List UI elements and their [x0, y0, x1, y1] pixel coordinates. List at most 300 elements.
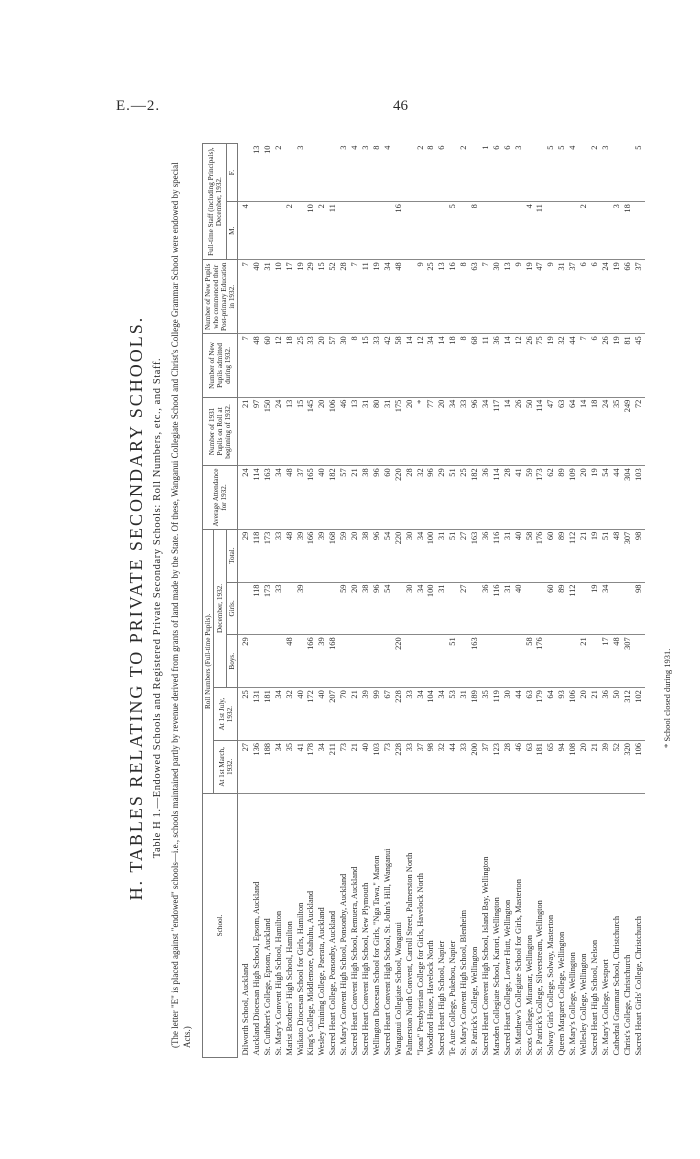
cell-avg: 48	[285, 466, 296, 529]
cell-newp: 20	[317, 334, 328, 397]
cell-total: 38	[361, 529, 372, 582]
school-name: St. Mary's Convent High School, Hamilton	[273, 910, 283, 1056]
cell-total: 118	[252, 529, 263, 582]
cell-march: 20	[579, 741, 590, 794]
rotated-table-region	[122, 138, 672, 1078]
cell-newp: 12	[416, 334, 427, 397]
cell-march: 32	[437, 741, 448, 794]
cell-newp: 7	[238, 334, 252, 397]
cell-girls: 34	[601, 582, 612, 635]
cell-march: 136	[252, 741, 263, 794]
cell-m	[557, 202, 568, 260]
cell-m: 3	[612, 202, 623, 260]
table-row	[601, 144, 612, 1058]
table-row	[285, 144, 296, 1058]
cell-newpp: 19	[372, 260, 383, 334]
school-name: Scots College, Miramar, Wellington	[524, 935, 534, 1056]
cell-july: 131	[252, 688, 263, 741]
cell-avg: 182	[470, 466, 481, 529]
cell-july: 207	[328, 688, 339, 741]
cell-n1931: 31	[361, 397, 372, 466]
cell-march: 34	[317, 741, 328, 794]
cell-avg: 109	[568, 466, 579, 529]
cell-f: 6	[492, 144, 503, 202]
cell-f	[535, 144, 546, 202]
header-new-pupils: Number of New Pupils admitted during 1932.	[203, 334, 238, 397]
cell-july: 64	[546, 688, 557, 741]
cell-newp: 75	[535, 334, 546, 397]
cell-avg: 60	[383, 466, 394, 529]
school-name: Solway Girls' College, Solway, Masterton	[546, 914, 556, 1056]
cell-girls	[306, 582, 317, 635]
cell-newp: 26	[601, 334, 612, 397]
cell-avg: 182	[328, 466, 339, 529]
cell-newpp: 9	[416, 260, 427, 334]
cell-avg: 96	[372, 466, 383, 529]
school-name: Wanganui Collegiate School, Wanganui	[393, 922, 403, 1056]
school-name: St. Mary's Convent High School, Ponsonby, Auckland	[339, 873, 349, 1056]
cell-march: 40	[361, 741, 372, 794]
cell-n1931: 33	[459, 397, 470, 466]
table-row	[590, 144, 601, 1058]
cell-girls	[470, 582, 481, 635]
cell-boys	[296, 635, 307, 688]
cell-f: 3	[339, 144, 350, 202]
cell-newpp: 10	[274, 260, 285, 334]
cell-boys	[274, 635, 285, 688]
cell-march: 46	[514, 741, 525, 794]
cell-f: 2	[416, 144, 427, 202]
cell-total: 163	[470, 529, 481, 582]
cell-f	[394, 144, 405, 202]
cell-boys: 17	[601, 635, 612, 688]
cell-n1931: 46	[339, 397, 350, 466]
cell-f	[579, 144, 590, 202]
cell-newpp: 28	[339, 260, 350, 334]
cell-july: 104	[426, 688, 437, 741]
cell-girls	[535, 582, 546, 635]
cell-girls	[623, 582, 634, 635]
cell-total: 58	[525, 529, 536, 582]
header-at-march: At 1st March, 1932.	[214, 741, 238, 794]
cell-newpp: 8	[459, 260, 470, 334]
cell-july: 181	[263, 688, 274, 741]
cell-m: 10	[306, 202, 317, 260]
cell-n1931: 26	[514, 397, 525, 466]
cell-m	[590, 202, 601, 260]
cell-july: 21	[350, 688, 361, 741]
table-row	[328, 144, 339, 1058]
cell-july: 119	[492, 688, 503, 741]
cell-boys	[252, 635, 263, 688]
cell-n1931: 80	[372, 397, 383, 466]
cell-boys: 220	[394, 635, 405, 688]
cell-f: 8	[372, 144, 383, 202]
cell-march: 21	[590, 741, 601, 794]
cell-m: 2	[579, 202, 590, 260]
cell-m: 11	[535, 202, 546, 260]
cell-newp: 14	[437, 334, 448, 397]
cell-avg: 89	[557, 466, 568, 529]
cell-f: 1	[481, 144, 492, 202]
cell-march: 178	[306, 741, 317, 794]
cell-july: 70	[339, 688, 350, 741]
cell-boys: 307	[623, 635, 634, 688]
cell-girls	[328, 582, 339, 635]
table-row	[623, 144, 634, 1058]
cell-march: 320	[623, 741, 634, 794]
cell-f: 4	[383, 144, 394, 202]
cell-n1931: 47	[546, 397, 557, 466]
cell-f: 13	[252, 144, 263, 202]
table-row	[535, 144, 546, 1058]
cell-boys: 39	[317, 635, 328, 688]
cell-newpp: 9	[546, 260, 557, 334]
cell-newpp: 15	[317, 260, 328, 334]
table-row	[361, 144, 372, 1058]
cell-march: 34	[274, 741, 285, 794]
cell-m	[481, 202, 492, 260]
school-name: Marsden Collegiate School, Karori, Wellington	[491, 897, 501, 1056]
table-row	[579, 144, 590, 1058]
cell-newp: 15	[361, 334, 372, 397]
school-name: Wellington Diocesan School for Girls, "Nga Tawa," Marton	[371, 855, 381, 1056]
cell-f: 4	[568, 144, 579, 202]
cell-boys: 48	[285, 635, 296, 688]
cell-f	[317, 144, 328, 202]
cell-newpp: 19	[612, 260, 623, 334]
cell-newpp: 11	[361, 260, 372, 334]
cell-avg: 38	[361, 466, 372, 529]
cell-total: 54	[383, 529, 394, 582]
cell-avg: 44	[612, 466, 623, 529]
cell-march: 200	[470, 741, 481, 794]
cell-newpp: 13	[437, 260, 448, 334]
header-staff: Full-time Staff (including Principals), December, 1932.	[203, 144, 227, 260]
cell-total: 33	[274, 529, 285, 582]
cell-f: 10	[263, 144, 274, 202]
cell-march: 63	[525, 741, 536, 794]
cell-n1931: 63	[557, 397, 568, 466]
cell-newp: 18	[285, 334, 296, 397]
table-row	[568, 144, 579, 1058]
cell-newpp: 16	[448, 260, 459, 334]
table-row	[238, 144, 252, 1058]
cell-total: 48	[612, 529, 623, 582]
cell-avg: 29	[437, 466, 448, 529]
cell-f: 2	[459, 144, 470, 202]
cell-girls: 36	[481, 582, 492, 635]
cell-boys	[372, 635, 383, 688]
table-row	[350, 144, 361, 1058]
cell-f	[470, 144, 481, 202]
cell-march: 39	[601, 741, 612, 794]
school-name: "Iona" Presbyterian College for Girls, Havelock North	[415, 873, 425, 1056]
cell-m: 2	[285, 202, 296, 260]
cell-n1931: 96	[470, 397, 481, 466]
table-row	[416, 144, 427, 1058]
cell-newp: 36	[492, 334, 503, 397]
cell-f: 3	[296, 144, 307, 202]
cell-m	[459, 202, 470, 260]
cell-m	[383, 202, 394, 260]
cell-n1931: 13	[350, 397, 361, 466]
cell-newp: 45	[634, 334, 645, 397]
table-row	[263, 144, 274, 1058]
page-number: 46	[393, 98, 408, 114]
cell-march: 33	[459, 741, 470, 794]
cell-n1931: 64	[568, 397, 579, 466]
cell-july: 34	[437, 688, 448, 741]
cell-m: 18	[623, 202, 634, 260]
school-name: Marist Brothers' High School, Hamilton	[284, 921, 294, 1056]
cell-avg: 57	[339, 466, 350, 529]
cell-march: 123	[492, 741, 503, 794]
school-name: St. Mary's College, Westport	[600, 959, 610, 1056]
cell-newp: 48	[252, 334, 263, 397]
cell-july: 32	[285, 688, 296, 741]
cell-total: 31	[437, 529, 448, 582]
cell-m: 4	[238, 202, 252, 260]
table-note: (The letter "E" is placed against "endowed" schools—i.e., schools maintained partly by revenue derived from grants of land made by the State. Of these, Wanganui Collegiate School and Christ's College Grammar School were endowed by special Acts.)	[170, 162, 192, 1048]
table-row	[372, 144, 383, 1058]
cell-n1931: 21	[238, 397, 252, 466]
cell-girls	[448, 582, 459, 635]
cell-m	[296, 202, 307, 260]
cell-m: 2	[317, 202, 328, 260]
school-name: Sacred Heart College, Ponsonby, Auckland	[328, 910, 338, 1056]
cell-avg: 96	[426, 466, 437, 529]
cell-boys: 29	[238, 635, 252, 688]
cell-n1931: 20	[437, 397, 448, 466]
cell-n1931: 117	[492, 397, 503, 466]
table-row	[612, 144, 623, 1058]
cell-f: 3	[514, 144, 525, 202]
cell-girls: 59	[339, 582, 350, 635]
cell-boys: 166	[306, 635, 317, 688]
cell-newpp: 66	[623, 260, 634, 334]
cell-m	[252, 202, 263, 260]
cell-boys: 163	[470, 635, 481, 688]
cell-m	[514, 202, 525, 260]
cell-newpp: 40	[252, 260, 263, 334]
header-december: December, 1932.	[214, 529, 227, 687]
cell-f: 5	[557, 144, 568, 202]
school-name: Palmerston North Convent, Carroll Street, Palmerston North	[404, 852, 414, 1056]
cell-boys	[416, 635, 427, 688]
cell-f	[448, 144, 459, 202]
cell-avg: 24	[238, 466, 252, 529]
cell-avg: 36	[481, 466, 492, 529]
cell-july: 228	[394, 688, 405, 741]
table-row	[525, 144, 536, 1058]
cell-total: 220	[394, 529, 405, 582]
school-name: Sacred Heart Girls' College, Christchurch	[633, 916, 643, 1056]
table-row	[557, 144, 568, 1058]
school-name: St. Patrick's College, Silverstream, Wellington	[535, 900, 545, 1056]
cell-newpp: 7	[350, 260, 361, 334]
cell-boys	[459, 635, 470, 688]
cell-newpp: 37	[634, 260, 645, 334]
cell-newpp: 29	[306, 260, 317, 334]
cell-m	[601, 202, 612, 260]
cell-m	[568, 202, 579, 260]
cell-m: 16	[394, 202, 405, 260]
table-row	[426, 144, 437, 1058]
cell-m	[503, 202, 514, 260]
cell-girls	[238, 582, 252, 635]
cell-march: 188	[263, 741, 274, 794]
cell-girls: 30	[405, 582, 416, 635]
cell-total: 173	[263, 529, 274, 582]
cell-newpp: 31	[557, 260, 568, 334]
cell-m: 4	[525, 202, 536, 260]
header-new-primary: Number of New Pupils who commenced their Post-primary Education in 1932.	[203, 260, 238, 334]
cell-avg: 304	[623, 466, 634, 529]
cell-total: 89	[557, 529, 568, 582]
cell-boys	[263, 635, 274, 688]
cell-july: 39	[361, 688, 372, 741]
header-total: Total.	[227, 529, 238, 582]
cell-march: 108	[568, 741, 579, 794]
cell-boys: 51	[448, 635, 459, 688]
cell-f	[612, 144, 623, 202]
cell-f: 8	[426, 144, 437, 202]
cell-boys: 168	[328, 635, 339, 688]
cell-avg: 163	[263, 466, 274, 529]
school-name: Te Aute College, Pukehou, Napier	[448, 940, 458, 1056]
cell-n1931: 13	[285, 397, 296, 466]
cell-march: 52	[612, 741, 623, 794]
cell-july: 312	[623, 688, 634, 741]
table-row	[634, 144, 645, 1058]
cell-boys: 58	[525, 635, 536, 688]
cell-boys	[546, 635, 557, 688]
cell-boys	[557, 635, 568, 688]
cell-n1931: 175	[394, 397, 405, 466]
cell-boys	[350, 635, 361, 688]
table-row	[546, 144, 557, 1058]
cell-girls: 112	[568, 582, 579, 635]
cell-girls: 173	[263, 582, 274, 635]
cell-f: 5	[634, 144, 645, 202]
cell-n1931: 14	[579, 397, 590, 466]
cell-girls: 89	[557, 582, 568, 635]
cell-newp: 33	[372, 334, 383, 397]
cell-total: 40	[514, 529, 525, 582]
school-name: Cathedral Grammar School, Christchurch	[611, 915, 621, 1056]
cell-f	[306, 144, 317, 202]
cell-total: 98	[634, 529, 645, 582]
cell-newp: 42	[383, 334, 394, 397]
cell-total: 20	[350, 529, 361, 582]
cell-girls: 116	[492, 582, 503, 635]
cell-newp: 34	[426, 334, 437, 397]
cell-n1931: 15	[296, 397, 307, 466]
cell-n1931: 150	[263, 397, 274, 466]
cell-march: 94	[557, 741, 568, 794]
cell-girls: 40	[514, 582, 525, 635]
cell-total: 112	[568, 529, 579, 582]
cell-newpp: 31	[263, 260, 274, 334]
cell-march: 181	[535, 741, 546, 794]
school-name: Sacred Heart High School, Napier	[437, 940, 447, 1056]
cell-newp: 7	[579, 334, 590, 397]
school-name: Sacred Heart High School, Nelson	[590, 939, 599, 1056]
cell-boys	[514, 635, 525, 688]
cell-f: 2	[590, 144, 601, 202]
table-row	[492, 144, 503, 1058]
cell-f: 6	[503, 144, 514, 202]
cell-avg: 21	[350, 466, 361, 529]
cell-n1931: 20	[317, 397, 328, 466]
cell-girls	[394, 582, 405, 635]
cell-girls	[525, 582, 536, 635]
cell-newpp: 48	[394, 260, 405, 334]
cell-girls: 98	[634, 582, 645, 635]
cell-n1931: 24	[601, 397, 612, 466]
cell-newp: 26	[525, 334, 536, 397]
cell-girls: 39	[296, 582, 307, 635]
cell-boys	[568, 635, 579, 688]
table-row	[383, 144, 394, 1058]
school-name: St. Mary's Convent High School, Blenheim	[459, 909, 469, 1056]
school-name: Waikato Diocesan School for Girls, Hamilton	[295, 902, 305, 1056]
cell-f: 5	[546, 144, 557, 202]
cell-m	[263, 202, 274, 260]
cell-m	[405, 202, 416, 260]
cell-newp: 19	[612, 334, 623, 397]
cell-march: 98	[426, 741, 437, 794]
school-name: St. Patrick's College, Wellington	[470, 946, 480, 1056]
cell-avg: 114	[492, 466, 503, 529]
cell-m	[350, 202, 361, 260]
cell-newp: 32	[557, 334, 568, 397]
cell-avg: 25	[459, 466, 470, 529]
cell-newp: 14	[503, 334, 514, 397]
cell-n1931: 50	[525, 397, 536, 466]
cell-girls: 118	[252, 582, 263, 635]
cell-newp: 81	[623, 334, 634, 397]
cell-july: 25	[238, 688, 252, 741]
cell-march: 28	[503, 741, 514, 794]
cell-avg: 62	[546, 466, 557, 529]
table-row	[339, 144, 350, 1058]
cell-m	[546, 202, 557, 260]
school-name: King's College, Middlemore, Otahuhu, Auckland	[306, 890, 316, 1056]
cell-newp: 8	[459, 334, 470, 397]
cell-m	[416, 202, 427, 260]
cell-total: 51	[601, 529, 612, 582]
cell-boys: 176	[535, 635, 546, 688]
table-row	[394, 144, 405, 1058]
header-school: School.	[203, 793, 238, 1057]
cell-newpp: 17	[285, 260, 296, 334]
cell-girls: 33	[274, 582, 285, 635]
cell-m	[274, 202, 285, 260]
cell-avg: 41	[514, 466, 525, 529]
cell-girls: 38	[361, 582, 372, 635]
school-name: Wellesley College, Wellington	[579, 953, 589, 1056]
cell-july: 30	[503, 688, 514, 741]
cell-total: 96	[372, 529, 383, 582]
cell-march: 37	[416, 741, 427, 794]
cell-newpp: 30	[492, 260, 503, 334]
school-name: Sacred Heart Convent High School, New Plymouth	[360, 882, 370, 1056]
cell-avg: 28	[503, 466, 514, 529]
cell-n1931: 24	[274, 397, 285, 466]
table-row	[481, 144, 492, 1058]
